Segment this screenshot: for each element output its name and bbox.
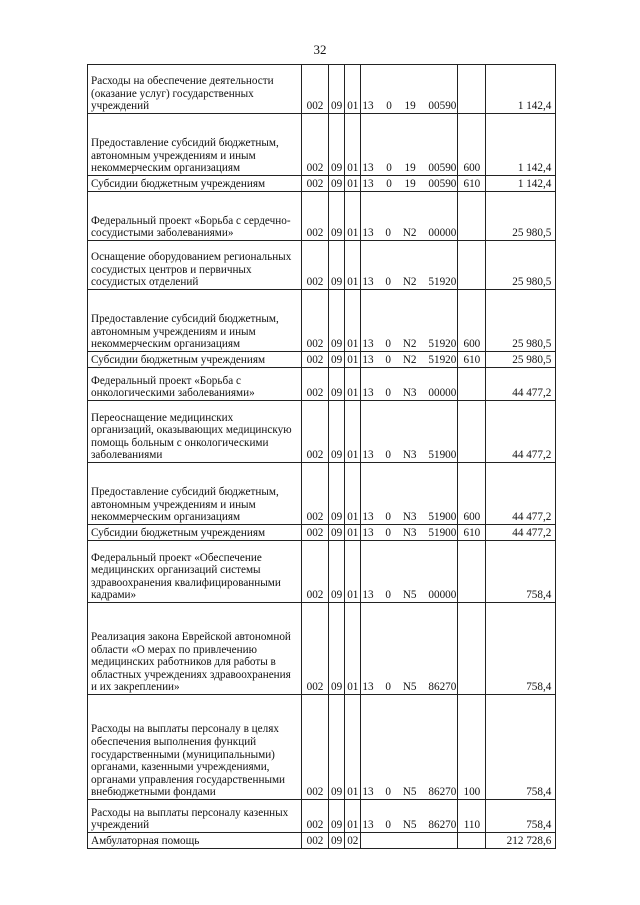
admin-code-cell: 002 — [302, 241, 329, 290]
expense-type-cell — [458, 241, 486, 290]
table-row — [88, 65, 556, 114]
target-article-cell — [361, 114, 458, 176]
admin-code-cell: 002 — [302, 525, 329, 541]
target-article-part: 00590 — [428, 100, 457, 113]
target-article-parts — [362, 449, 456, 462]
target-article-part: N3 — [402, 387, 417, 400]
target-article-part: 0 — [386, 178, 392, 191]
section-code-cell: 09 — [329, 114, 345, 176]
target-article-part: N5 — [402, 589, 417, 602]
expense-type-cell: 610 — [458, 176, 486, 192]
target-article-cell — [361, 401, 458, 463]
target-article-cell — [361, 833, 458, 849]
target-article-part: 13 — [362, 338, 374, 351]
target-article-part: N2 — [402, 354, 417, 367]
target-article-part: 51920 — [428, 338, 457, 351]
target-article-part: 13 — [362, 178, 374, 191]
table-row — [88, 541, 556, 603]
target-article-part: 19 — [404, 100, 416, 113]
target-article-part: 0 — [385, 819, 391, 832]
expense-type-cell — [458, 401, 486, 463]
admin-code-cell: 002 — [302, 463, 329, 525]
admin-code-cell: 002 — [302, 176, 329, 192]
target-article-part: 00000 — [428, 227, 457, 240]
amount-cell: 758,4 — [486, 541, 556, 603]
expense-type-cell: 610 — [458, 352, 486, 368]
target-article-part: 13 — [362, 449, 374, 462]
amount-cell: 25 980,5 — [486, 241, 556, 290]
target-article-part: 0 — [385, 511, 391, 524]
target-article-part: 0 — [385, 338, 391, 351]
amount-cell: 758,4 — [486, 800, 556, 833]
section-code-cell: 09 — [329, 603, 345, 695]
target-article-parts — [362, 681, 456, 694]
row-name-cell: Оснащение оборудованием региональных сосудистых центров и первичных сосудистых отделений — [88, 241, 302, 290]
target-article-part: 51900 — [428, 527, 457, 540]
section-code-cell: 09 — [329, 352, 345, 368]
target-article-part: 13 — [362, 276, 374, 289]
table-row — [88, 463, 556, 525]
target-article-part: 00590 — [428, 178, 457, 191]
target-article-cell — [361, 368, 458, 401]
section-code-cell: 09 — [329, 65, 345, 114]
admin-code-cell: 002 — [302, 401, 329, 463]
target-article-part: 13 — [362, 354, 374, 367]
target-article-cell — [361, 176, 458, 192]
target-article-parts — [362, 527, 456, 540]
table-row — [88, 800, 556, 833]
admin-code-cell: 002 — [302, 192, 329, 241]
section-code-cell: 09 — [329, 541, 345, 603]
row-name-cell: Субсидии бюджетным учреждениям — [88, 352, 302, 368]
target-article-parts — [362, 100, 456, 113]
row-name-cell: Федеральный проект «Обеспечение медицинских организаций системы здравоохранения квалифицированными кадрами» — [88, 541, 302, 603]
section-code-cell: 09 — [329, 463, 345, 525]
amount-cell: 1 142,4 — [486, 176, 556, 192]
section-code-cell: 09 — [329, 525, 345, 541]
row-name-cell: Федеральный проект «Борьба с онкологическими заболеваниями» — [88, 368, 302, 401]
section-code-cell: 09 — [329, 192, 345, 241]
target-article-part: 0 — [385, 227, 391, 240]
target-article-part: N2 — [402, 227, 417, 240]
amount-cell: 758,4 — [486, 603, 556, 695]
expense-type-cell — [458, 368, 486, 401]
subsection-code-cell: 01 — [345, 603, 361, 695]
subsection-code-cell: 01 — [345, 65, 361, 114]
target-article-part: 51900 — [428, 449, 457, 462]
subsection-code-cell: 01 — [345, 695, 361, 800]
target-article-cell — [361, 241, 458, 290]
target-article-part: 13 — [362, 100, 374, 113]
target-article-cell — [361, 352, 458, 368]
target-article-parts — [362, 387, 456, 400]
target-article-part: 86270 — [428, 786, 457, 799]
subsection-code-cell: 01 — [345, 541, 361, 603]
target-article-part: 13 — [362, 227, 374, 240]
target-article-part: 0 — [385, 449, 391, 462]
target-article-part: 13 — [362, 786, 374, 799]
table-row — [88, 401, 556, 463]
target-article-part: 13 — [362, 527, 374, 540]
budget-table — [87, 64, 556, 849]
amount-cell: 44 477,2 — [486, 368, 556, 401]
table-row — [88, 114, 556, 176]
target-article-part: 51900 — [428, 511, 457, 524]
row-name-cell: Переоснащение медицинских организаций, оказывающих медицинскую помощь больным с онкологическими заболеваниями — [88, 401, 302, 463]
expense-type-cell: 610 — [458, 525, 486, 541]
expense-type-cell: 600 — [458, 290, 486, 352]
subsection-code-cell: 01 — [345, 290, 361, 352]
target-article-part: 51920 — [428, 276, 457, 289]
target-article-part: 86270 — [428, 681, 457, 694]
table-row — [88, 603, 556, 695]
subsection-code-cell: 01 — [345, 114, 361, 176]
subsection-code-cell: 01 — [345, 800, 361, 833]
subsection-code-cell: 01 — [345, 525, 361, 541]
table-row — [88, 695, 556, 800]
target-article-cell — [361, 65, 458, 114]
table-row — [88, 525, 556, 541]
row-name-cell: Реализация закона Еврейской автономной области «О мерах по привлечению медицинских работников для работы в областных учреждениях здравоохранения и их закреплении» — [88, 603, 302, 695]
amount-cell: 1 142,4 — [486, 114, 556, 176]
target-article-part: 13 — [362, 589, 374, 602]
admin-code-cell: 002 — [302, 368, 329, 401]
admin-code-cell: 002 — [302, 833, 329, 849]
target-article-cell — [361, 541, 458, 603]
target-article-part: N2 — [402, 338, 417, 351]
target-article-cell — [361, 695, 458, 800]
admin-code-cell: 002 — [302, 800, 329, 833]
target-article-part: 00000 — [428, 387, 457, 400]
section-code-cell: 09 — [329, 368, 345, 401]
row-name-cell: Расходы на выплаты персоналу в целях обеспечения выполнения функций государственными (муниципальными) органами, казенными учреждениями, органами управления государственными внебюджетными фондами — [88, 695, 302, 800]
target-article-part: N3 — [402, 527, 417, 540]
admin-code-cell: 002 — [302, 65, 329, 114]
row-name-cell: Расходы на выплаты персоналу казенных учреждений — [88, 800, 302, 833]
target-article-parts — [362, 276, 456, 289]
table-row — [88, 290, 556, 352]
target-article-parts — [362, 354, 456, 367]
target-article-parts — [362, 511, 456, 524]
row-name-cell: Амбулаторная помощь — [88, 833, 302, 849]
subsection-code-cell: 01 — [345, 192, 361, 241]
amount-cell: 212 728,6 — [486, 833, 556, 849]
target-article-parts — [362, 786, 456, 799]
admin-code-cell: 002 — [302, 114, 329, 176]
section-code-cell: 09 — [329, 241, 345, 290]
admin-code-cell: 002 — [302, 603, 329, 695]
target-article-part: 0 — [385, 786, 391, 799]
subsection-code-cell: 01 — [345, 463, 361, 525]
row-name-cell: Предоставление субсидий бюджетным, автономным учреждениям и иным некоммерческим организациям — [88, 114, 302, 176]
target-article-part: 13 — [362, 511, 374, 524]
target-article-cell — [361, 290, 458, 352]
expense-type-cell: 600 — [458, 114, 486, 176]
row-name-cell: Субсидии бюджетным учреждениям — [88, 525, 302, 541]
target-article-part: N2 — [402, 276, 417, 289]
section-code-cell: 09 — [329, 290, 345, 352]
expense-type-cell: 110 — [458, 800, 486, 833]
section-code-cell: 09 — [329, 401, 345, 463]
subsection-code-cell: 01 — [345, 352, 361, 368]
target-article-parts — [362, 589, 456, 602]
target-article-part: 00000 — [428, 589, 457, 602]
target-article-part: N3 — [402, 511, 417, 524]
target-article-part: 0 — [385, 276, 391, 289]
target-article-part: N5 — [402, 786, 417, 799]
expense-type-cell: 100 — [458, 695, 486, 800]
amount-cell: 25 980,5 — [486, 352, 556, 368]
target-article-cell — [361, 603, 458, 695]
target-article-parts — [362, 338, 456, 351]
page-number: 32 — [313, 42, 327, 57]
section-code-cell: 09 — [329, 176, 345, 192]
expense-type-cell — [458, 65, 486, 114]
table-row — [88, 352, 556, 368]
target-article-part: 0 — [385, 527, 391, 540]
amount-cell: 25 980,5 — [486, 290, 556, 352]
table-row — [88, 192, 556, 241]
target-article-part: 86270 — [428, 819, 457, 832]
expense-type-cell — [458, 192, 486, 241]
admin-code-cell: 002 — [302, 352, 329, 368]
amount-cell: 44 477,2 — [486, 401, 556, 463]
budget-table-body — [88, 65, 556, 849]
subsection-code-cell: 02 — [345, 833, 361, 849]
amount-cell: 758,4 — [486, 695, 556, 800]
target-article-part: 0 — [386, 100, 392, 113]
amount-cell: 25 980,5 — [486, 192, 556, 241]
subsection-code-cell: 01 — [345, 401, 361, 463]
target-article-cell — [361, 463, 458, 525]
target-article-part: 0 — [385, 589, 391, 602]
subsection-code-cell: 01 — [345, 368, 361, 401]
target-article-part: 51920 — [428, 354, 457, 367]
section-code-cell: 09 — [329, 695, 345, 800]
section-code-cell: 09 — [329, 833, 345, 849]
target-article-parts — [362, 819, 456, 832]
target-article-part: 19 — [404, 178, 416, 191]
expense-type-cell: 600 — [458, 463, 486, 525]
amount-cell: 44 477,2 — [486, 525, 556, 541]
table-row — [88, 241, 556, 290]
admin-code-cell: 002 — [302, 541, 329, 603]
admin-code-cell: 002 — [302, 290, 329, 352]
section-code-cell: 09 — [329, 800, 345, 833]
amount-cell: 1 142,4 — [486, 65, 556, 114]
target-article-part: 0 — [385, 681, 391, 694]
subsection-code-cell: 01 — [345, 241, 361, 290]
target-article-cell — [361, 525, 458, 541]
target-article-part: 13 — [362, 819, 374, 832]
target-article-parts — [362, 162, 456, 175]
subsection-code-cell: 01 — [345, 176, 361, 192]
expense-type-cell — [458, 603, 486, 695]
target-article-parts — [362, 227, 456, 240]
row-name-cell: Предоставление субсидий бюджетным, автономным учреждениям и иным некоммерческим организациям — [88, 290, 302, 352]
target-article-part: 13 — [362, 681, 374, 694]
target-article-part: 13 — [362, 162, 374, 175]
target-article-part: 0 — [386, 162, 392, 175]
row-name-cell: Расходы на обеспечение деятельности (оказание услуг) государственных учреждений — [88, 65, 302, 114]
target-article-cell — [361, 800, 458, 833]
row-name-cell: Предоставление субсидий бюджетным, автономным учреждениям и иным некоммерческим организациям — [88, 463, 302, 525]
amount-cell: 44 477,2 — [486, 463, 556, 525]
target-article-cell — [361, 192, 458, 241]
target-article-part: 0 — [385, 387, 391, 400]
row-name-cell: Субсидии бюджетным учреждениям — [88, 176, 302, 192]
target-article-part: N3 — [402, 449, 417, 462]
expense-type-cell — [458, 541, 486, 603]
target-article-part: N5 — [402, 681, 417, 694]
expense-type-cell — [458, 833, 486, 849]
admin-code-cell: 002 — [302, 695, 329, 800]
target-article-parts — [362, 178, 456, 191]
table-row — [88, 368, 556, 401]
target-article-part: 00590 — [428, 162, 457, 175]
target-article-part: 13 — [362, 387, 374, 400]
target-article-part: N5 — [402, 819, 417, 832]
row-name-cell: Федеральный проект «Борьба с сердечно-сосудистыми заболеваниями» — [88, 192, 302, 241]
table-row — [88, 833, 556, 849]
table-row — [88, 176, 556, 192]
target-article-part: 0 — [385, 354, 391, 367]
target-article-part: 19 — [404, 162, 416, 175]
